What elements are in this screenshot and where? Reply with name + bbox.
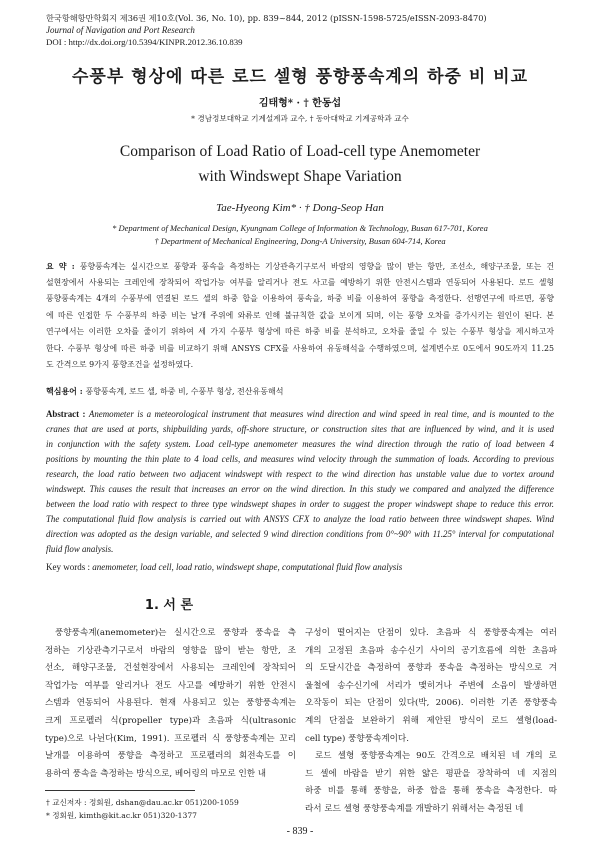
english-keywords bbox=[46, 562, 402, 572]
korean-affiliations: * 경남정보대학교 기계설계과 교수, † 동아대학교 기계공학과 교수 bbox=[191, 114, 409, 123]
body-line: 로드 셀형 풍향풍속계는 90도 간격으로 배치된 네 개의 로 bbox=[315, 751, 557, 762]
abstract-line: 에 따른 인접한 두 수풍부의 하중 비는 날개 주위에 와류로 인해 불규칙한 값을 보이게 되며, 이는 풍향 오차를 증가시키는 원인이 된다. 본 bbox=[46, 311, 554, 320]
korean-title: 수풍부 형상에 따른 로드 셀형 풍향풍속계의 하중 비 비교 bbox=[71, 67, 529, 87]
body-line: 선소, 해양구조물, 건설현장에서 사용되는 크레인에 장착되어 bbox=[45, 663, 296, 674]
body-line: 의 도달시간을 측정하여 풍향과 풍속을 측정하는 방식으로 겨 bbox=[305, 663, 557, 674]
abstract-line: 도 간격으로 9가지 풍향조건을 설정하였다. bbox=[46, 360, 194, 369]
section-heading: 1. 서 론 bbox=[144, 598, 194, 613]
footnote-divider bbox=[45, 790, 195, 791]
body-line: 작업가능 여부를 알리거나 전도 사고를 예방하기 위한 안전시 bbox=[45, 680, 296, 691]
body-line: 용하여 풍속을 측정하는 방식으로, 베어링의 마모로 인한 내 bbox=[45, 768, 267, 779]
doi-link[interactable]: DOI : http://dx.doi.org/10.5394/KINPR.2012.36.10.839 bbox=[46, 37, 243, 47]
body-line: 풍향풍속계(anemometer)는 실시간으로 풍향과 풍속을 측 bbox=[55, 628, 296, 638]
abstract-line: The computational fluid flow analysis is carried out with ANSYS CFX to analyze the load ratio between three windswept shapes. Wind bbox=[46, 514, 554, 524]
keywords-label: Key words : bbox=[46, 562, 93, 572]
body-line: 크게 프로펠러 식(propeller type)과 초음파 식(ultrasonic bbox=[45, 716, 296, 726]
abstract-line: 설현장에서 사용되는 크레인에 장착되어 작업가능 여부를 알리거나 전도 사고를 예방하기 위한 안전시스템과 연동되어 사용된다. 로드 셀형 bbox=[46, 278, 554, 287]
page-number: - 839 - bbox=[286, 826, 314, 837]
body-line: 오작동이 되는 단점이 있다(박, 2006). 이러한 기존 풍향풍속 bbox=[305, 698, 557, 709]
body-line: 울철에 송수신기에 서리가 맺히거나 주변에 소음이 발생하면 bbox=[305, 680, 557, 691]
abstract-label: 요 약 : bbox=[46, 262, 80, 271]
body-line: type)으로 나뉜다(Kim, 1991). 프로펠러 식 풍향풍속계는 꼬리 bbox=[45, 733, 296, 744]
body-line: 계의 단점을 보완하기 위해 제안된 방식이 로드 셀형(load- bbox=[305, 716, 557, 726]
body-line: 날개를 이용하여 풍향을 측정하고 프로펠러의 회전속도를 이 bbox=[45, 751, 296, 762]
body-line: 구성이 떨어지는 단점이 있다. 초음파 식 풍향풍속계는 여러 bbox=[305, 628, 557, 638]
abstract-line: research, the load ratio between two adjacent windswept with respect to the wind direction has unstable value due to vortex around bbox=[46, 469, 554, 479]
abstract-line: positions by mounting the thin plate to 4 load cells, and measures wind velocity through the summation of loads. According to previous bbox=[46, 454, 554, 464]
abstract-line: direction was adopted as the design variable, and selected 9 wind direction conditions from 0°~90° with 11.25° interval for computational bbox=[46, 529, 554, 539]
footnote-corresponding-author: † 교신저자 : 정회원, dshan@dau.ac.kr 051)200-1059 bbox=[46, 798, 239, 807]
keywords-text: 풍향풍속계, 로드 셀, 하중 비, 수풍부 형상, 전산유동해석 bbox=[85, 387, 284, 396]
body-line: 하중 비를 통해 풍향을, 하중 합을 통해 풍속을 측정한다. 따 bbox=[305, 786, 557, 797]
department-line: * Department of Mechanical Design, Kyungnam College of Information & Technology, Busan 617-701, Korea bbox=[112, 223, 488, 233]
abstract-line: 한다. 수풍부 형상에 따른 하중 비를 비교하기 위해 ANSYS CFX를 사용하여 유동해석을 수행하였으며, 설계변수로 0도에서 90도까지 11.25 bbox=[46, 344, 554, 353]
department-line: † Department of Mechanical Engineering, Dong-A University, Busan 604-714, Korea bbox=[154, 236, 446, 246]
english-title-line: with Windswept Shape Variation bbox=[198, 168, 402, 185]
body-line: 스템과 연동되어 사용된다. 현재 사용되고 있는 풍향풍속계는 bbox=[45, 698, 296, 709]
citation-line: 한국항해항만학회지 제36권 제10호(Vol. 36, No. 10), pp. 839~844, 2012 (pISSN-1598-5725/eISSN-2093-8470) bbox=[46, 13, 487, 23]
footnote-member: * 정회원, kimth@kit.ac.kr 051)320-1377 bbox=[46, 811, 197, 820]
abstract-line: 풍향풍속계는 4개의 수풍부에 연결된 로드 셀의 하중 합을 이용하여 풍속을, 하중 비를 이용하여 풍향을 측정한다. 선행연구에 따르면, 풍향 bbox=[46, 294, 554, 303]
abstract-line: windswept. This causes the result that increases an error on the wind direction. In this study we compared and analyzed the difference bbox=[46, 484, 554, 494]
english-title-line: Comparison of Load Ratio of Load-cell type Anemometer bbox=[119, 143, 481, 160]
korean-authors: 김태형* · † 한동섭 bbox=[258, 98, 342, 109]
abstract-line: Anemometer is a meteorological instrument that measures wind direction and wind speed in real time, and is mounted to the bbox=[88, 409, 554, 419]
body-line: 개의 고정된 초음파 송수신기 사이의 공기흐름에 의한 초음파 bbox=[305, 645, 557, 656]
abstract-label: Abstract : bbox=[46, 409, 89, 419]
body-line: 라서 로드 셀형 풍향풍속계를 개발하기 위해서는 측정된 네 bbox=[305, 804, 524, 814]
abstract-line: between the load ratio with respect to three type windswept shapes in order to suggest the proper windswept shape to reduce this error. bbox=[46, 499, 554, 509]
korean-keywords bbox=[46, 386, 283, 397]
abstract-line: in conjunction with the safety system. Load cell-type anemometer measures the wind direction through the ratio of load between 4 bbox=[46, 439, 554, 449]
body-line: 정하는 기상관측기구로서 바람의 영향을 많이 받는 항만, 조 bbox=[45, 645, 296, 656]
body-line: cell type) 풍향풍속계이다. bbox=[305, 733, 409, 744]
abstract-line: cranes that are used at ports, shipbuilding yards, off-shore structure, or construction sites that are influenced by wind, and it is used bbox=[46, 424, 554, 434]
abstract-line: fluid flow analysis. bbox=[46, 544, 114, 554]
abstract-line: 풍향풍속계는 실시간으로 풍향과 풍속을 측정하는 기상관측기구로서 바람의 영향을 많이 받는 항만, 조선소, 해양구조물, 또는 건 bbox=[79, 262, 554, 271]
keywords-label: 핵심용어 : bbox=[46, 386, 86, 396]
body-line: 드 셀에 바람을 받기 위한 얇은 평판을 장착하여 네 지점의 bbox=[305, 768, 557, 779]
journal-name: Journal of Navigation and Port Research bbox=[46, 25, 195, 35]
abstract-line: 연구에서는 이러한 오차를 줄이기 위하여 세 가지 수풍부 형상에 따른 하중 비를 분석하고, 오차를 줄일 수 있는 수풍부 형상을 제시하고자 bbox=[46, 327, 554, 336]
keywords-text: anemometer, load cell, load ratio, windswept shape, computational fluid flow analysis bbox=[92, 562, 403, 572]
english-authors: Tae-Hyeong Kim* · † Dong-Seop Han bbox=[216, 202, 384, 214]
